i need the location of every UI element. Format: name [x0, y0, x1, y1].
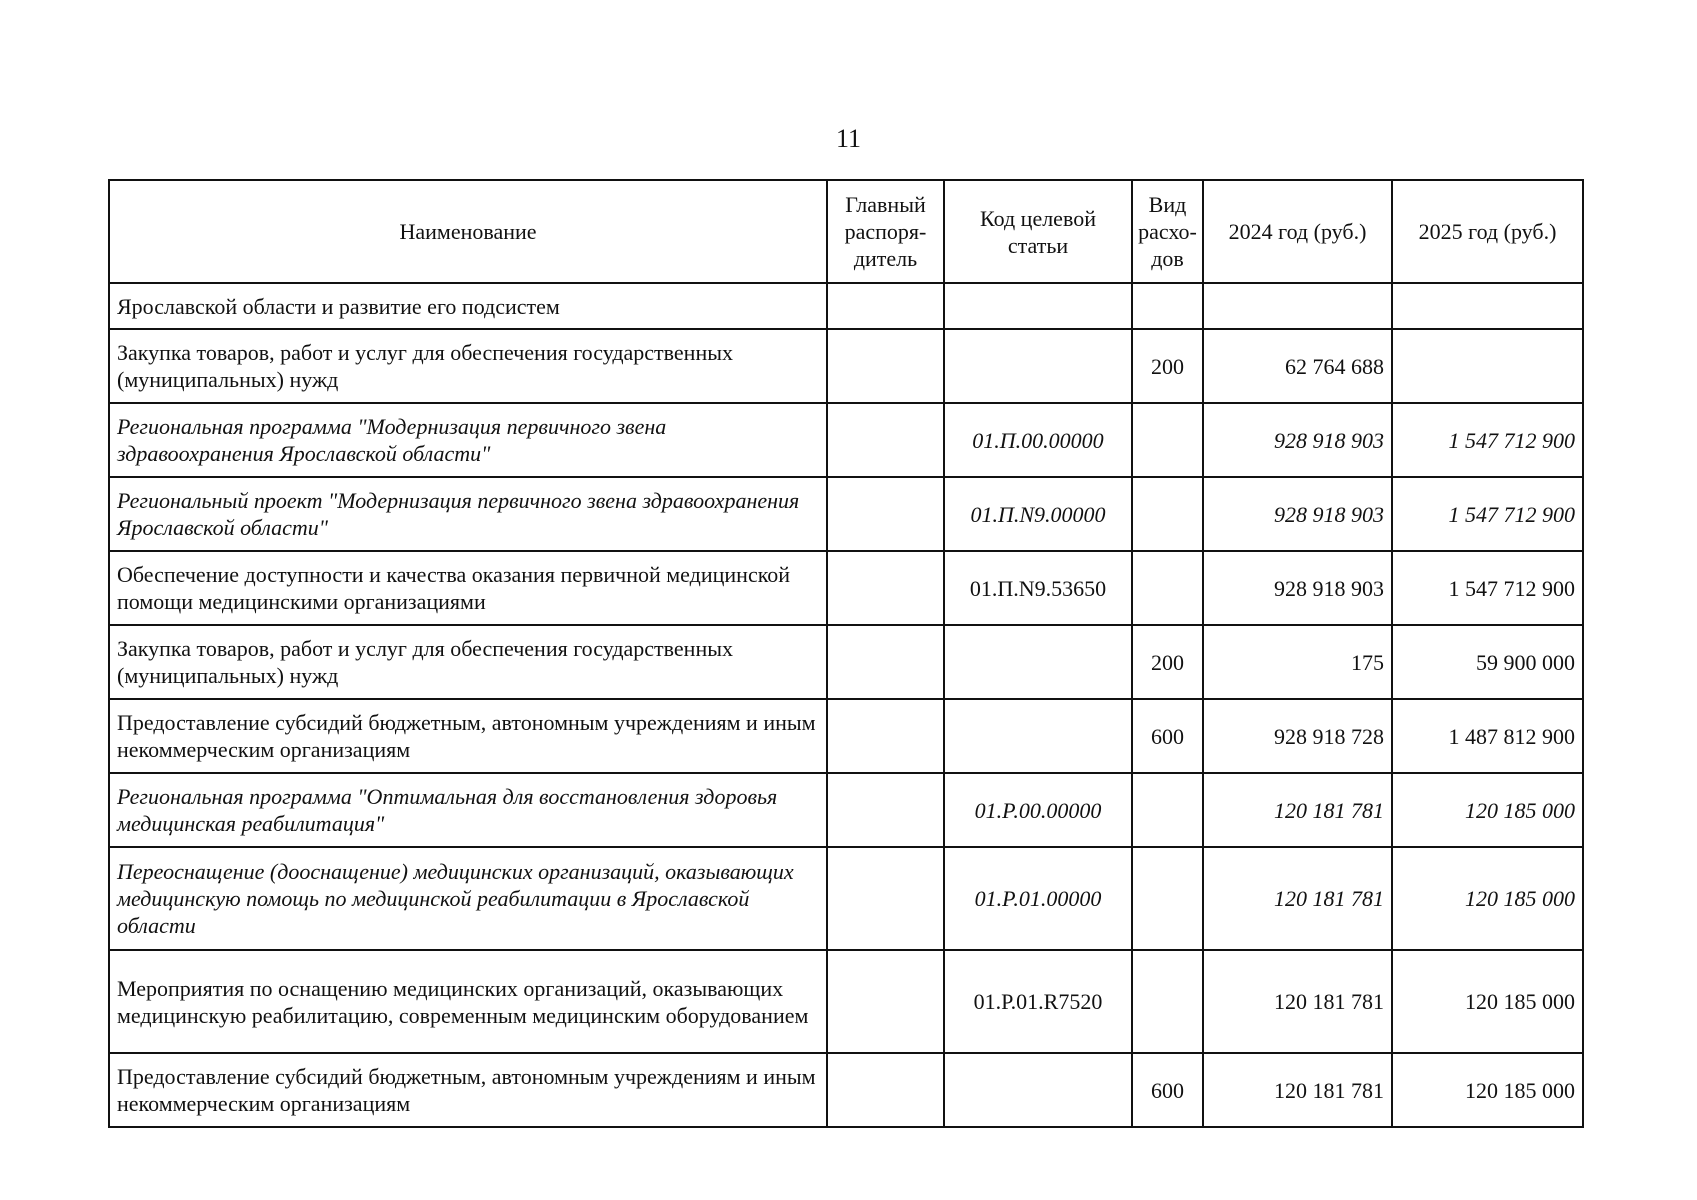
cell-name: Региональный проект "Модернизация первичного звена здравоохранения Ярославской области" — [109, 477, 827, 551]
header-expense-type: Вид расхо-дов — [1132, 180, 1203, 283]
cell-2025: 120 185 000 — [1392, 1053, 1583, 1127]
header-chief-manager: Главный распоря-дитель — [827, 180, 944, 283]
cell-2024: 928 918 903 — [1203, 551, 1392, 625]
cell-target-code — [944, 1053, 1132, 1127]
cell-chief-manager — [827, 1053, 944, 1127]
cell-expense-type — [1132, 773, 1203, 847]
cell-2024: 62 764 688 — [1203, 329, 1392, 403]
cell-expense-type: 600 — [1132, 699, 1203, 773]
header-2025: 2025 год (руб.) — [1392, 180, 1583, 283]
table-header-row — [109, 180, 1583, 283]
cell-2024 — [1203, 283, 1392, 329]
cell-chief-manager — [827, 403, 944, 477]
budget-table — [108, 179, 1584, 1128]
cell-chief-manager — [827, 625, 944, 699]
cell-2024: 120 181 781 — [1203, 1053, 1392, 1127]
table-row — [109, 773, 1583, 847]
cell-expense-type — [1132, 403, 1203, 477]
cell-expense-type — [1132, 477, 1203, 551]
cell-target-code — [944, 283, 1132, 329]
cell-expense-type — [1132, 847, 1203, 950]
cell-2025: 120 185 000 — [1392, 773, 1583, 847]
cell-2025 — [1392, 283, 1583, 329]
cell-chief-manager — [827, 773, 944, 847]
cell-name: Переоснащение (дооснащение) медицинских организаций, оказывающих медицинскую помощь по медицинской реабилитации в Ярославской области — [109, 847, 827, 950]
page-number: 11 — [835, 124, 862, 153]
cell-name: Предоставление субсидий бюджетным, автономным учреждениям и иным некоммерческим организациям — [109, 699, 827, 773]
cell-2025: 1 547 712 900 — [1392, 477, 1583, 551]
cell-2024: 120 181 781 — [1203, 847, 1392, 950]
cell-target-code — [944, 329, 1132, 403]
cell-name: Мероприятия по оснащению медицинских организаций, оказывающих медицинскую реабилитацию, современным медицинским оборудованием — [109, 950, 827, 1053]
cell-chief-manager — [827, 329, 944, 403]
table-row — [109, 283, 1583, 329]
cell-target-code: 01.Р.00.00000 — [944, 773, 1132, 847]
cell-expense-type: 600 — [1132, 1053, 1203, 1127]
cell-name: Закупка товаров, работ и услуг для обеспечения государственных (муниципальных) нужд — [109, 625, 827, 699]
table-row — [109, 625, 1583, 699]
cell-name: Региональная программа "Модернизация первичного звена здравоохранения Ярославской области" — [109, 403, 827, 477]
table-row — [109, 403, 1583, 477]
cell-chief-manager — [827, 699, 944, 773]
cell-name: Ярославской области и развитие его подсистем — [109, 283, 827, 329]
cell-target-code: 01.Р.01.00000 — [944, 847, 1132, 950]
cell-target-code: 01.П.00.00000 — [944, 403, 1132, 477]
cell-expense-type — [1132, 283, 1203, 329]
cell-2025: 120 185 000 — [1392, 950, 1583, 1053]
cell-2025 — [1392, 329, 1583, 403]
cell-2024: 120 181 781 — [1203, 773, 1392, 847]
cell-expense-type: 200 — [1132, 625, 1203, 699]
header-2024: 2024 год (руб.) — [1203, 180, 1392, 283]
cell-name: Региональная программа "Оптимальная для восстановления здоровья медицинская реабилитация" — [109, 773, 827, 847]
cell-2024: 175 — [1203, 625, 1392, 699]
cell-target-code — [944, 699, 1132, 773]
cell-chief-manager — [827, 551, 944, 625]
cell-2025: 59 900 000 — [1392, 625, 1583, 699]
cell-expense-type: 200 — [1132, 329, 1203, 403]
cell-name: Обеспечение доступности и качества оказания первичной медицинской помощи медицинскими организациями — [109, 551, 827, 625]
cell-chief-manager — [827, 477, 944, 551]
cell-2025: 1 547 712 900 — [1392, 551, 1583, 625]
table-row — [109, 950, 1583, 1053]
table-row — [109, 847, 1583, 950]
cell-2024: 120 181 781 — [1203, 950, 1392, 1053]
cell-2024: 928 918 903 — [1203, 477, 1392, 551]
header-target-code: Код целевой статьи — [944, 180, 1132, 283]
cell-2025: 120 185 000 — [1392, 847, 1583, 950]
cell-target-code: 01.П.N9.00000 — [944, 477, 1132, 551]
cell-chief-manager — [827, 847, 944, 950]
cell-expense-type — [1132, 950, 1203, 1053]
cell-target-code: 01.П.N9.53650 — [944, 551, 1132, 625]
cell-target-code: 01.Р.01.R7520 — [944, 950, 1132, 1053]
header-name: Наименование — [109, 180, 827, 283]
table-row — [109, 551, 1583, 625]
cell-2025: 1 487 812 900 — [1392, 699, 1583, 773]
cell-name: Закупка товаров, работ и услуг для обеспечения государственных (муниципальных) нужд — [109, 329, 827, 403]
cell-2025: 1 547 712 900 — [1392, 403, 1583, 477]
cell-expense-type — [1132, 551, 1203, 625]
table-row — [109, 329, 1583, 403]
table-row — [109, 1053, 1583, 1127]
cell-name: Предоставление субсидий бюджетным, автономным учреждениям и иным некоммерческим организациям — [109, 1053, 827, 1127]
cell-target-code — [944, 625, 1132, 699]
cell-2024: 928 918 903 — [1203, 403, 1392, 477]
table-body — [109, 283, 1583, 1127]
cell-chief-manager — [827, 283, 944, 329]
cell-2024: 928 918 728 — [1203, 699, 1392, 773]
table-row — [109, 699, 1583, 773]
cell-chief-manager — [827, 950, 944, 1053]
table-row — [109, 477, 1583, 551]
